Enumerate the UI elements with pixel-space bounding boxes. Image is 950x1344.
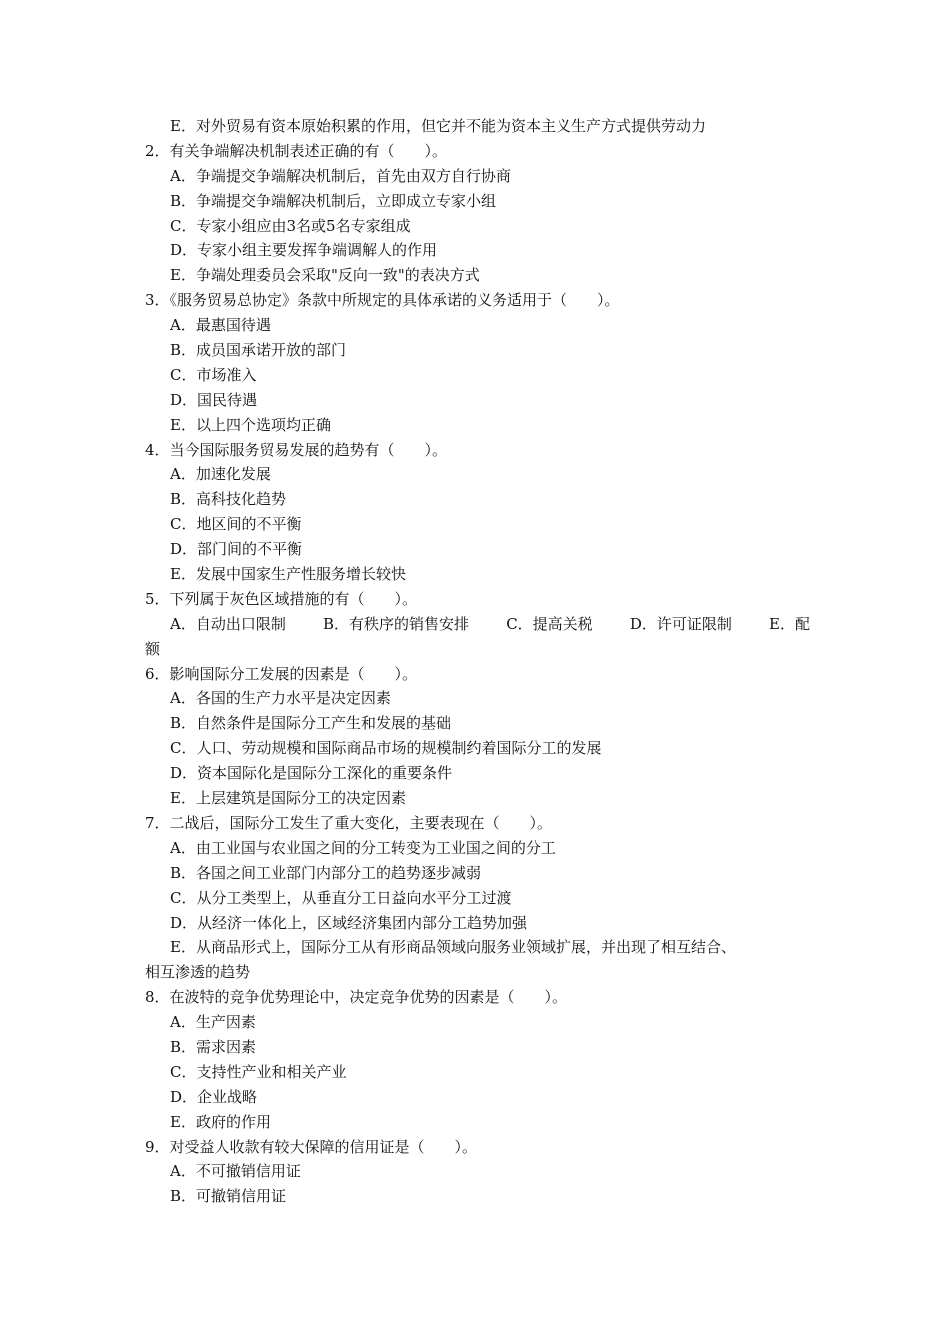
question-stem: 2．有关争端解决机制表述正确的有（ ）。 xyxy=(145,141,448,160)
answer-option: A．由工业国与农业国之间的分工转变为工业国之间的分工 xyxy=(170,838,556,857)
answer-option: A．不可撤销信用证 xyxy=(170,1162,301,1181)
answer-option: C．市场准入 xyxy=(170,365,257,384)
answer-option: A．生产因素 xyxy=(170,1013,256,1032)
answer-option: A．加速化发展 xyxy=(170,465,271,484)
answer-option: B．高科技化趋势 xyxy=(170,490,287,509)
inline-option: E．配 xyxy=(769,614,810,633)
inline-option: A．自动出口限制 xyxy=(170,614,286,633)
answer-option: D．资本国际化是国际分工深化的重要条件 xyxy=(170,764,453,783)
answer-option: C．支持性产业和相关产业 xyxy=(170,1062,347,1081)
answer-option: D．部门间的不平衡 xyxy=(170,540,303,559)
answer-option: D．企业战略 xyxy=(170,1087,258,1106)
question-stem: 8．在波特的竞争优势理论中，决定竞争优势的因素是（ ）。 xyxy=(145,988,568,1007)
answer-option: C．专家小组应由3名或5名专家组成 xyxy=(170,216,411,235)
inline-options-row xyxy=(145,612,810,637)
inline-option: C．提高关税 xyxy=(506,614,593,633)
answer-option: E．从商品形式上，国际分工从有形商品领域向服务业领域扩展，并出现了相互结合、 xyxy=(170,938,736,957)
continuation-line: 额 xyxy=(145,639,161,658)
answer-option: E．对外贸易有资本原始积累的作用，但它并不能为资本主义生产方式提供劳动力 xyxy=(170,117,706,135)
answer-option: A．各国的生产力水平是决定因素 xyxy=(170,689,391,708)
answer-option: C．地区间的不平衡 xyxy=(170,515,302,534)
answer-option: B．争端提交争端解决机制后，立即成立专家小组 xyxy=(170,191,497,210)
answer-option: C．从分工类型上，从垂直分工日益向水平分工过渡 xyxy=(170,888,512,907)
answer-option: B．可撤销信用证 xyxy=(170,1187,287,1206)
answer-option: A．最惠国待遇 xyxy=(170,316,271,335)
answer-option: A．争端提交争端解决机制后，首先由双方自行协商 xyxy=(170,166,511,185)
continuation-line: 相互渗透的趋势 xyxy=(145,963,251,982)
question-stem: 5．下列属于灰色区域措施的有（ ）。 xyxy=(145,589,418,608)
answer-option: D．从经济一体化上，区域经济集团内部分工趋势加强 xyxy=(170,913,528,932)
answer-option: D．国民待遇 xyxy=(170,390,258,409)
answer-option: E．政府的作用 xyxy=(170,1112,271,1131)
question-stem: 7．二战后，国际分工发生了重大变化，主要表现在（ ）。 xyxy=(145,813,553,832)
answer-option: E．争端处理委员会采取"反向一致"的表决方式 xyxy=(170,266,480,285)
question-stem: 9．对受益人收款有较大保障的信用证是（ ）。 xyxy=(145,1137,478,1156)
inline-option: B．有秩序的销售安排 xyxy=(323,614,470,633)
answer-option: C．人口、劳动规模和国际商品市场的规模制约着国际分工的发展 xyxy=(170,739,602,758)
exam-document xyxy=(145,114,810,1209)
answer-option: B．成员国承诺开放的部门 xyxy=(170,341,347,360)
answer-option: B．各国之间工业部门内部分工的趋势逐步减弱 xyxy=(170,863,482,882)
answer-option: B．需求因素 xyxy=(170,1037,257,1056)
answer-option: B．自然条件是国际分工产生和发展的基础 xyxy=(170,714,452,733)
answer-option: D．专家小组主要发挥争端调解人的作用 xyxy=(170,241,438,260)
question-stem: 6．影响国际分工发展的因素是（ ）。 xyxy=(145,664,418,683)
answer-option: E．发展中国家生产性服务增长较快 xyxy=(170,565,406,584)
answer-option: E．上层建筑是国际分工的决定因素 xyxy=(170,789,406,808)
question-stem: 4．当今国际服务贸易发展的趋势有（ ）。 xyxy=(145,440,448,459)
inline-option: D．许可证限制 xyxy=(629,614,732,633)
question-stem: 3．《服务贸易总协定》条款中所规定的具体承诺的义务适用于（ ）。 xyxy=(145,291,620,310)
answer-option: E．以上四个选项均正确 xyxy=(170,415,331,434)
